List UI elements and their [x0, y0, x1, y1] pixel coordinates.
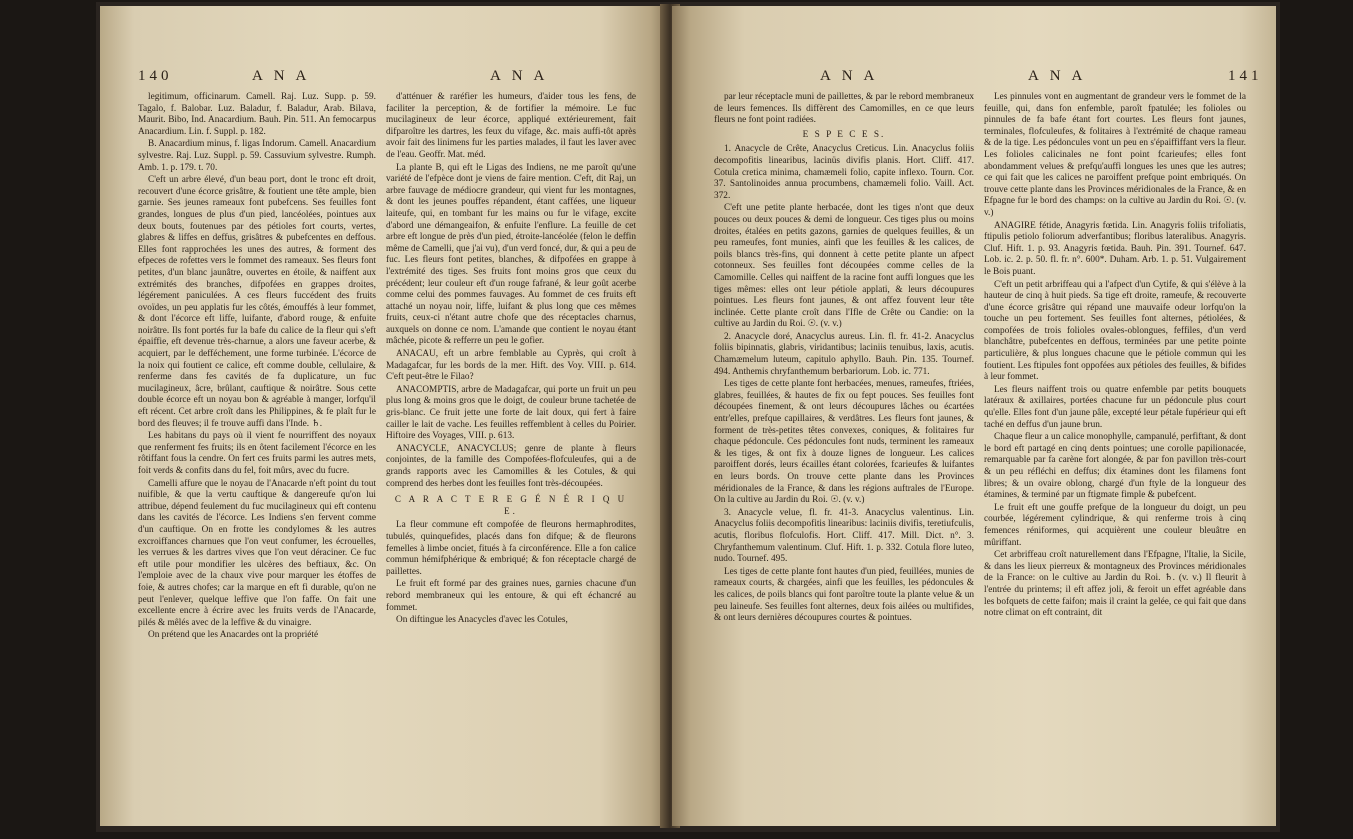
paragraph: Les tiges de cette plante font hautes d'un pied, feuillées, munies de rameaux courts, & chargées, ainfi que les feuilles, les pédoncules & les calices, de poils blancs qui font paroître toute la plante velue & un peu laineufe. Ses feuilles font alternes, deux fois ailées ou multifides, & ont leurs dernières découpures courtes & pointues. — [714, 566, 974, 624]
paragraph: Les fleurs naiffent trois ou quatre enfemble par petits bouquets latéraux & axillaires, portées chacune fur un pédoncule plus court qu'elle. Elles font d'un jaune pâle, excepté leur pétale fupérieur qui eft taché en deffus d'un jaune brun. — [984, 384, 1246, 430]
left-page — [100, 6, 668, 826]
paragraph: C'eft un petit arbriffeau qui a l'afpect d'un Cytife, & qui s'élève à la hauteur de cinq à huit pieds. Sa tige eft droite, rameufe, & recouverte d'une écorce grisâtre qui répand une mauvaife odeur lorfqu'on la touche un peu fortement. Ses feuilles font alternes, pétiolées, & compofées de trois folioles ovales-oblongues, feffiles, d'un verd blanchâtre, pubefcentes en deffous, terminées par une petite pointe particulière, & plus longues chacune que le pétiole commun qui les foutient. Les ftipules font oppofées aux pétioles des feuilles, & bifides à leur fommet. — [984, 279, 1246, 383]
paragraph: La plante B, qui eft le Ligas des Indiens, ne me paroît qu'une variété de l'efpèce dont je viens de faire mention. C'eft, dit Raj, un arbre fauvage de médiocre grandeur, qui vient fur les montagnes, & dont les jeunes pouffes répandent, étant caffées, une liqueur laiteufe, qui, en tombant fur les mains ou fur le vifage, excite d'abord une démangeaifon, & enfuite l'enflure. La feuille de cet arbre eft longue de près d'un pied, étroite-lancéolée (felon le deffin même de Camelli, que j'ai vu), d'un verd foncé, dur, & qui a peu de fuc. Les fleurs font petites, blanches, & difpofées en grappe à l'extrémité des tiges. Ses fruits font moins gros que ceux du précédent; leur couleur eft d'un rouge fafrané, & leur goût acerbe comme celui des pommes fauvages. Au fommet de ces fruits eft attaché un noyau noir, liffe, luifant & plus long que ces mêmes fruits, ceux-ci n'étant autre chofe que des réceptacles charnus, auxquels on donne ce nom. L'amande que contient le noyau étant mâchée, picote & refferre un peu le gofier. — [386, 162, 636, 347]
paragraph: Chaque fleur a un calice monophylle, campanulé, perfiftant, & dont le bord eft partagé en cinq dents pointues; une corolle papilionacée, remarquable par fa carène fort alongée, & par fon pavillon très-court & un peu réfléchi en deffus; dix étamines dont les filamens font libres; & un ovaire oblong, chargé d'un ftyle de la longueur des étamines, & terminé par un ftigmate fimple & pubefcent. — [984, 432, 1246, 501]
left-column — [714, 92, 974, 804]
paragraph: Les tiges de cette plante font herbacées, menues, rameufes, ftriées, glabres, feuillées, & hautes de fix ou fept pouces. Ses feuilles font découpées finement, & ont leurs découpures lâches ou écartées entr'elles, prefque capillaires, & verdâtres. Les fleurs font jaunes, & forment de très-petites têtes convexes, coniques, & folitaires fur chaque pédoncule. Ces pédoncules font nuds, terminent les rameaux & les tiges, & ont fix à douze lignes de longueur. Les calices paroiffent dorés, leurs écailles étant colorées, fcarieufes & luifantes en leurs bords. On trouve cette plante dans les Provinces méridionales de la France, & dans les régions auftrales de l'Europe. On la cultive au Jardin du Roi. ☉. (v. v.) — [714, 379, 974, 506]
paragraph: legitimum, officinarum. Camell. Raj. Luz. Supp. p. 59. Tagalo, f. Balobar. Luz. Baladur, f. Baladur, Arab. Bilava, Maurit. Bibo, Ind. Anacardium. Bauh. Pin. 511. An femocarpus Anacardium. Lin. f. Suppl. p. 182. — [138, 92, 376, 137]
paragraph: ANACAU, eft un arbre femblable au Cyprès, qui croît à Madagafcar, fur les bords de la mer. Hift. des Voy. VIII. p. 614. C'eft peut-être le Filao? — [386, 349, 636, 383]
left-column — [138, 92, 376, 804]
right-column — [984, 92, 1246, 804]
running-head: A N A — [252, 68, 311, 84]
page-number: 141 — [1228, 68, 1263, 84]
paragraph: C'eft un arbre élevé, d'un beau port, dont le tronc eft droit, recouvert d'une écorce grisâtre, & foutient une tête ample, bien garnie. Ses jeunes rameaux font pubefcens. Ses feuilles font grandes, longues de plus d'un pied, lancéolées, pointues aux deux bouts, foutenues par des pétioles fort courts, vertes, glabres & liffes en deffus, grisâtres & pubefcentes en deffous. Elles font rapprochées les unes des autres, & forment des efpeces de rofettes vers le fommet des rameaux. Ses fleurs font petites, d'un blanc jaunâtre, ouvertes en étoile, & naiffent aux extrémités des branches, difpofées en grappes droites, légérement paniculées. A ces fleurs fuccédent des fruits ovoïdes, un peu applatis fur les côtés, émouffés à leur fommet, & dont l'écorce eft liffe, luifante, d'abord rouge, & enfuite noirâtre. Ils font portés fur la bafe du calice de la fleur qui s'eft épaiffie, eft devenue très-charnue, a alors une faveur acerbe, & acquiert, par le defféchement, une forme turbinée. L'écorce de la noix qui foutient ce calice, eft comme double, cellulaire, & renferme dans fes cavités de fa duplicature, un fuc mucilagineux, âcre, brûlant, cauftique & noirâtre. Sous cette double écorce eft un noyau bon & agréable à manger, lorfqu'il eft récent. Cet arbre croît dans les Philippines, & fe plaît fur le bord des fleuves; il fe trouve auffi dans l'Inde. ♄. — [138, 175, 376, 429]
section-heading: E S P E C E S. — [802, 129, 886, 140]
paragraph: Les pinnules vont en augmentant de grandeur vers le fommet de la feuille, qui, dans fon enfemble, paroît fpatulée; les folioles ou pinnules de fa bafe étant fort courtes. Les fleurs font jaunes, terminales, flofculeufes, & folitaires à l'extrémité de chaque rameau & de la tige. Les pédoncules vont un peu en s'épaiffiffant vers la fleur. Les folioles calicinales ne font point fcarieufes; elles font abondamment velues & prefqu'auffi longues les unes que les autres; ce qui fait que les calices ne paroiffent prefque point embriqués. On trouve cette plante dans les Provinces méridionales de la France, & en Efpagne fur le bord des champs: on la cultive au Jardin du Roi. ☉. (v. v.) — [984, 92, 1246, 218]
paragraph: 3. Anacycle velue, fl. fr. 41-3. Anacyclus valentinus. Lin. Anacyclus foliis decompofitis linearibus: laciniis divifis, teretiufculis, acutis, floribus flofculofis. Hort. Cliff. 417. Mill. Dict. n°. 3. Chryfanthemum valentinum. Cluf. Hift. 1. p. 332. Cotula flore luteo, nudo. Tournef. 495. — [714, 507, 974, 565]
paragraph: Le fruit eft formé par des graines nues, garnies chacune d'un rebord membraneux qui les entoure, & qui eft échancré au fommet. — [386, 579, 636, 613]
paragraph: Le fruit eft une gouffe prefque de la longueur du doigt, un peu courbée, légérement cylindrique, & qui renferme trois à cinq femences réniformes, qui acquièrent une couleur bleuâtre en mûriffant. — [984, 502, 1246, 548]
paragraph: B. Anacardium minus, f. ligas Indorum. Camell. Anacardium sylvestre. Raj. Luz. Suppl. p. 59. Cassuvium sylvestre. Rumph. Amb. 1. p. 179. t. 70. — [138, 139, 376, 173]
paragraph: La fleur commune eft compofée de fleurons hermaphrodites, tubulés, quinquefides, placés dans fon difque; & de fleurons femelles à limbe onciet, fitués à fa circonférence. Elle a fon calice commun hémifphérique & embriqué; & fon réceptacle chargé de paillettes. — [386, 520, 636, 577]
paragraph: Camelli affure que le noyau de l'Anacarde n'eft point du tout nuifible, & que la vertu cauftique & dangereufe qu'on lui attribue, dépend feulement du fuc mucilagineux qui eft contenu dans les cavités de l'écorce. Les Indiens s'en fervent comme d'un cauftique. On en frotte les condylomes & les autres excroiffances charnues que l'on veut confumer, les écrouelles, les verrues & les dartres vives que l'on veut déraciner. Ce fuc eft utile pour mondifier les ulcères des beftiaux, &c. On l'emploie avec de la chaux vive pour marquer les étoffes de foie, & autres chofes; car la marque en eft fi durable, qu'on ne peut l'enlever, quelque leffive que l'on faffe. On fait une excellente encre à écrire avec les fruits verds de l'Anacarde, pilés & mêlés avec de la leffive & du vinaigre. — [138, 478, 376, 628]
paragraph: ANAGIRE fétide, Anagyris fœtida. Lin. Anagyris foliis trifoliatis, ftipulis petiolo foliorum adverfantibus; floribus lateralibus. Anagyris. Cluf. Hift. 1. p. 93. Anagyris fœtida. Bauh. Pin. 391. Tournef. 647. Lob. ic. 2. p. 50. fl. fr. n°. 600*. Duham. Arb. 1. p. 51. Vulgairement le Bois puant. — [984, 220, 1246, 277]
paragraph: 2. Anacycle doré, Anacyclus aureus. Lin. fl. fr. 41-2. Anacyclus foliis bipinnatis, glabris, viridantibus; laciniis tenuibus, laxis, acutis. Chamæmelum luteum, capitulo aphyllo. Bauh. Pin. 135. Tournef. 494. Anthemis chryfanthemum berbariorum. Lob. ic. 771. — [714, 331, 974, 377]
paragraph: par leur réceptacle muni de paillettes, & par le rebord membraneux de leurs femences. Ils diffèrent des Camomilles, en ce que leurs fleurs ne font point radiées. — [714, 92, 974, 126]
section-heading: C A R A C T E R E G É N É R I Q U E. — [394, 494, 628, 516]
right-column — [386, 92, 636, 804]
paragraph: 1. Anacycle de Crête, Anacyclus Creticus. Lin. Anacyclus foliis decompofitis linearibus, lacinüs divifis planis. Hort. Cliff. 417. Cotula cretica minima, chamæmeli folio, capite inflexo. Tourn. Cor. 37. Santolinoides annua procumbens, chamæmeli folio. Vaill. Act. 372. — [714, 144, 974, 201]
paragraph: On diftingue les Anacycles d'avec les Cotules, — [396, 615, 568, 626]
paragraph: ANACOMPTIS, arbre de Madagafcar, qui porte un fruit un peu plus long & moins gros que le doigt, de couleur brune tachetée de gris-blanc. Ce fruit jette une forte de lait doux, qui fert à faire cailler le lait de vache. Les feuilles reffemblent à celles du Poirier. Hiftoire des Voyages, VIII. p. 613. — [386, 384, 636, 442]
running-head: A N A — [490, 68, 549, 84]
paragraph: ANACYCLE, ANACYCLUS; genre de plante à fleurs conjointes, de la famille des Compofées-flofculeufes, qui a de grands rapports avec les Camomilles & les Cotules, & qui comprend des herbes dont les feuilles font très-découpées. — [386, 443, 636, 489]
running-head: A N A — [1028, 68, 1087, 84]
paragraph: Les habitans du pays où il vient fe nourriffent des noyaux que renferment fes fruits; ils en ôtent facilement l'écorce en les rôtiffant fous la cendre. On fert ces fruits parmi les autres mets, foit verds & confits dans du fel, foit mûrs, avec du fucre. — [138, 431, 376, 476]
paragraph: d'atténuer & raréfier les humeurs, d'aider tous les fens, de faciliter la perception, & de fortifier la mémoire. Le fuc mucilagineux de leur écorce, appliqué extérieurement, fait difparoître les dartres, les feux du vifage, &c. mais auffi-tôt après avoir fait des linimens fur les parties malades, il faut les laver avec de l'eau. Geoffr. Mat. méd. — [386, 92, 636, 160]
paragraph: C'eft une petite plante herbacée, dont les tiges n'ont que deux pouces ou deux pouces & demi de longueur. Ces tiges plus ou moins droites, étalées en petits gazons, garnies de quelques feuilles, & un peu rameufes, font munies, ainfi que les feuilles & les calices, de poils blancs très-fins, qui donnent à cette petite plante un afpect cotonneux. Ses feuilles font découpées comme celles de la Camomille. Celles qui naiffent de la racine font auffi longues que les tiges mêmes: elles ont leur pétiole applati, & leurs découpures pointues. Les fleurs font jaunes, & ont affez fouvent leur tête inclinée. Cette plante croît dans l'Ifle de Crête ou Candie: on la cultive au Jardin du Roi. ☉. (v. v.) — [714, 203, 974, 330]
right-page — [672, 6, 1276, 826]
page-number: 140 — [138, 68, 173, 84]
paragraph: On prétend que les Anacardes ont la propriété — [148, 630, 319, 641]
running-head: A N A — [820, 68, 879, 84]
paragraph: Cet arbriffeau croît naturellement dans l'Efpagne, l'Italie, la Sicile, & dans les lieux pierreux & montagneux des Provinces méridionales de la France: on le cultive au Jardin du Roi. ♄. (v. v.) Il fleurit à l'entrée du printems; il eft affez joli, & feroit un effet agréable dans les bofquets de cette faifon; mais il craint la gelée, ce qui fait que dans notre climat on eft contraint, dit — [984, 550, 1246, 619]
